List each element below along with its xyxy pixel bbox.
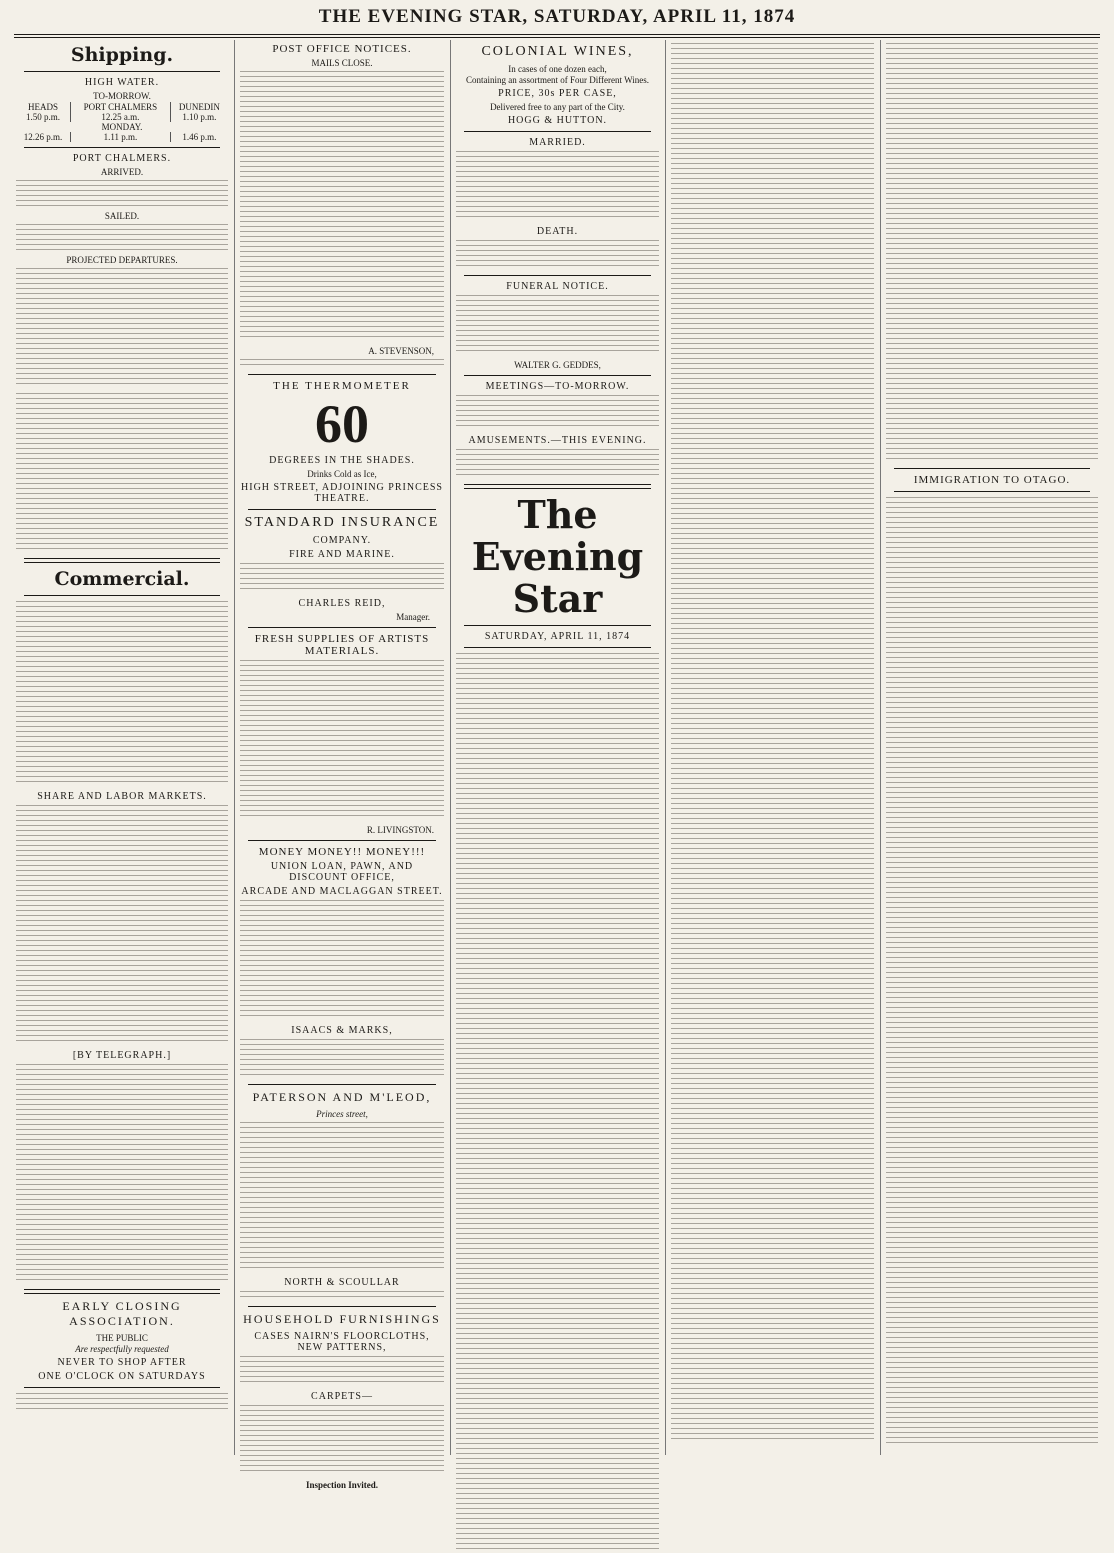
high-water-heading: HIGH WATER. [84, 77, 160, 88]
standard-insurance-heading: STANDARD INSURANCE [244, 515, 440, 530]
funeral-heading: FUNERAL NOTICE. [506, 281, 609, 292]
tide-header: PORT CHALMERS [71, 102, 171, 112]
signature: A. STEVENSON, [368, 346, 434, 356]
shipping-news-text [16, 393, 228, 553]
death-text [456, 240, 659, 270]
high-street-label: HIGH STREET, ADJOINING PRINCESS THEATRE. [241, 482, 443, 504]
column-notices [240, 40, 444, 1490]
thermometer-heading: THE THERMOMETER [273, 380, 411, 392]
tide-cell: 1.10 p.m. [182, 112, 217, 122]
departures-text [16, 268, 228, 388]
editorial-text [456, 653, 659, 1553]
shade-label: DEGREES IN THE SHADES. [269, 455, 415, 466]
divider [248, 1306, 436, 1307]
drinks-label: Drinks Cold as Ice, [307, 469, 377, 479]
fresh-supplies-heading: FRESH SUPPLIES OF ARTISTS MATERIALS. [254, 633, 430, 657]
wine-varieties: Containing an assortment of Four Different Wines. [465, 75, 650, 85]
funeral-text [456, 295, 659, 355]
divider [464, 484, 651, 489]
household-heading: HOUSEHOLD FURNISHINGS [243, 1312, 441, 1326]
tide-cell: 12.26 p.m. [16, 132, 71, 142]
never-shop: NEVER TO SHOP AFTER [57, 1357, 187, 1368]
north-scoullar-text [240, 1291, 444, 1301]
carpets-list [240, 1405, 444, 1475]
divider [464, 131, 651, 132]
divider [464, 375, 651, 376]
post-office-heading: POST OFFICE NOTICES. [272, 43, 412, 55]
divider [24, 1387, 220, 1388]
divider [24, 595, 220, 596]
early-closing-heading: EARLY CLOSING ASSOCIATION. [62, 1299, 182, 1328]
inspection-invited: Inspection Invited. [305, 1480, 378, 1490]
monday-label: MONDAY. [101, 122, 143, 132]
tide-table [16, 102, 228, 142]
signature-text [240, 359, 444, 369]
amusements-heading: AMUSEMENTS.—THIS EVENING. [468, 435, 647, 446]
dateline: SATURDAY, APRIL 11, 1874 [484, 631, 631, 642]
divider [248, 509, 436, 510]
wine-price: PRICE, 30s PER CASE, [498, 88, 617, 99]
divider [464, 275, 651, 276]
charles-reid: CHARLES REID, [298, 598, 386, 609]
column-divider [665, 40, 666, 1455]
tide-header: DUNEDIN [178, 102, 220, 112]
married-text [456, 151, 659, 221]
fire-marine-label: FIRE AND MARINE. [289, 549, 395, 560]
column-divider [880, 40, 881, 1455]
divider [248, 840, 436, 841]
livingston-signature: R. LIVINGSTON. [366, 825, 434, 835]
column-news [671, 40, 874, 1455]
meetings-heading: MEETINGS—TO-MORROW. [485, 381, 630, 392]
isaacs-marks: ISAACS & MARKS, [291, 1025, 393, 1036]
arrivals-text [16, 180, 228, 206]
household-text [240, 1356, 444, 1386]
masthead-rule [14, 34, 1100, 35]
money-text [240, 900, 444, 1020]
divider [894, 491, 1090, 492]
married-heading: MARRIED. [529, 137, 586, 148]
sailed-label: SAILED. [104, 211, 140, 221]
masthead-rule-2 [14, 37, 1100, 38]
divider [24, 1289, 220, 1294]
temperature-value: 60 [315, 394, 369, 454]
one-oclock: ONE O'CLOCK ON SATURDAYS [38, 1371, 206, 1382]
colonial-wines-heading: COLONIAL WINES, [481, 44, 634, 59]
divider [24, 558, 220, 563]
sailings-text [16, 224, 228, 250]
closing-text [16, 1393, 228, 1413]
divider [464, 647, 651, 648]
divider [24, 71, 220, 72]
tide-cell: 1.46 p.m. [182, 132, 217, 142]
column-divider [234, 40, 235, 1455]
paterson-list [240, 1122, 444, 1272]
isaacs-text [240, 1039, 444, 1079]
tide-cell: 12.25 a.m. [71, 112, 171, 122]
tide-cell: 1.11 p.m. [71, 132, 171, 142]
paterson-heading: PATERSON AND M'LEOD, [252, 1090, 432, 1104]
north-scoullar: NORTH & SCOULLAR [284, 1277, 400, 1288]
amusements-text [456, 449, 659, 479]
share-labor-text [16, 805, 228, 1045]
shipping-heading: Shipping. [70, 44, 174, 66]
news-text-continued [886, 43, 1098, 463]
artists-materials-list [240, 660, 444, 820]
projected-label: PROJECTED DEPARTURES. [66, 255, 178, 265]
the-public: THE PUBLIC [96, 1333, 148, 1343]
tomorrow-label: TO-MORROW. [93, 91, 151, 101]
divider [248, 374, 436, 375]
commercial-text [16, 601, 228, 786]
column-immigration [886, 40, 1098, 1455]
immigration-text [886, 497, 1098, 1447]
column-divider [450, 40, 451, 1455]
manager-label: Manager. [396, 612, 430, 622]
wine-cases: In cases of one dozen each, [508, 64, 607, 74]
arrived-label: ARRIVED. [100, 167, 144, 177]
union-loan-heading: UNION LOAN, PAWN, AND DISCOUNT OFFICE, [270, 861, 414, 883]
tide-cell: 1.50 p.m. [16, 112, 71, 122]
column-editorial [456, 40, 659, 1455]
divider [24, 147, 220, 148]
news-text [671, 43, 874, 1443]
divider [248, 1084, 436, 1085]
hogg-hutton: HOGG & HUTTON. [507, 115, 608, 126]
undertaker: WALTER G. GEDDES, [514, 360, 601, 370]
commercial-heading: Commercial. [54, 568, 190, 590]
divider [464, 625, 651, 626]
divider [894, 468, 1090, 469]
tide-header: HEADS [16, 102, 71, 112]
telegraph-label: [BY TELEGRAPH.] [72, 1050, 172, 1061]
company-label: COMPANY. [312, 535, 372, 546]
column-shipping [16, 40, 228, 1455]
nairn-floorcloths: CASES NAIRN'S FLOORCLOTHS, NEW PATTERNS, [254, 1331, 430, 1353]
immigration-heading: IMMIGRATION TO OTAGO. [913, 474, 1071, 486]
mails-close-label: MAILS CLOSE. [311, 58, 373, 68]
share-labor-heading: SHARE AND LABOR MARKETS. [37, 791, 207, 802]
wine-delivery: Delivered free to any part of the City. [490, 102, 625, 112]
port-chalmers-heading: PORT CHALMERS. [72, 153, 172, 164]
death-heading: DEATH. [536, 226, 579, 237]
newspaper-flag: The Evening Star [471, 492, 644, 621]
carpets-label: CARPETS— [311, 1391, 373, 1402]
princes-street: Princes street, [316, 1109, 368, 1119]
divider [248, 627, 436, 628]
arcade-label: ARCADE AND MACLAGGAN STREET. [241, 886, 443, 897]
respectfully-requested: Are respectfully requested [75, 1344, 169, 1354]
money-heading: MONEY MONEY!! MONEY!!! [258, 846, 426, 858]
meetings-text [456, 395, 659, 430]
post-office-text [240, 71, 444, 341]
masthead: THE EVENING STAR, SATURDAY, APRIL 11, 1874 [318, 6, 796, 27]
insurance-text [240, 563, 444, 593]
telegraph-text [16, 1064, 228, 1284]
